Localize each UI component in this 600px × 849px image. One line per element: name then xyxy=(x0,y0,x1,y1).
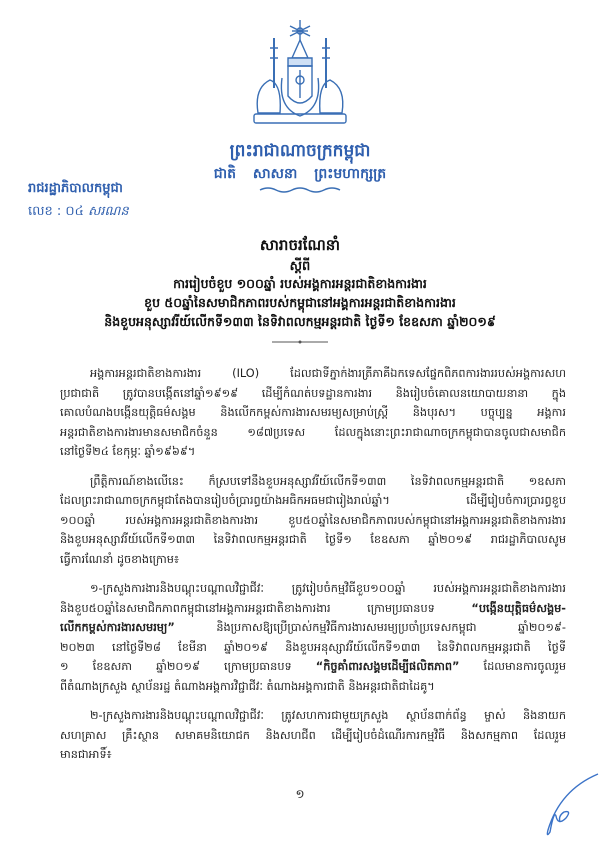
text-segment: និងខួប៥០ឆ្នាំនៃសមាជិកភាពកម្ពុជានៅអង្គការអន្តរជាតិខាងការងារ ក្រោមប្រធានបទ xyxy=(60,601,472,615)
subject-line: ខួប ៥០ឆ្នាំនៃសមាជិកភាពរបស់កម្ពុជានៅអង្គការអន្តរជាតិខាងការងារ xyxy=(144,295,456,310)
kingdom-name: ព្រះរាជាណាចក្រកម្ពុជា xyxy=(229,141,371,161)
lion-right xyxy=(320,80,343,113)
text-line xyxy=(60,530,566,550)
text-line xyxy=(60,491,566,511)
text-line xyxy=(60,550,566,570)
subject-line: និងខួបអនុស្សាវរីយ៍លើកទី១៣៣ នៃទិវាពលកម្មអន្តរជាតិ ថ្ងៃទី១ ខែឧសភា ឆ្នាំ២០១៩ xyxy=(104,314,496,329)
text-line xyxy=(60,472,566,492)
text-line xyxy=(60,638,566,658)
text-line xyxy=(60,364,566,384)
paragraph xyxy=(60,579,566,696)
text-line xyxy=(60,745,566,765)
subject-line: ការរៀបចំខួប ១០០ឆ្នាំ របស់អង្គការអន្តរជាតិខាងការងារ xyxy=(173,276,427,291)
text-segment: និងខួបអនុស្សាវរីយ៍លើកទី១៣៣ នៃទិវាពលកម្មអន្តរជាតិ ថ្ងៃទី១ ខែឧសភា ឆ្នាំ២០១៩ រាជរដ្ឋាភិបាលសូម xyxy=(60,533,566,546)
about-label: ស្តីពី xyxy=(289,259,311,274)
bold-theme-text: “បង្កើនយុត្តិធម៌សង្គម- xyxy=(471,601,566,615)
paragraph xyxy=(60,364,566,462)
text-segment: អង្គការអន្តរជាតិខាងការងារ (ILO) ដែលជាទីភ្នាក់ងារត្រីភាគីឯកទេសផ្នែកពិភពការងាររបស់អង្គការសហ xyxy=(90,367,566,380)
document-type: សារាចរណែនាំ xyxy=(259,236,341,254)
text-segment: មានជាអាទិ៍៖ xyxy=(60,748,112,761)
text-line xyxy=(60,403,566,423)
document-body xyxy=(60,364,566,775)
text-line xyxy=(60,657,566,677)
text-line xyxy=(60,618,566,638)
signature-initials xyxy=(520,770,600,840)
text-segment: អន្តរជាតិខាងការងារមានសមាជិកចំនួន ១៨៧ប្រទេស ដែលក្នុងនោះព្រះរាជាណាចក្រកម្ពុជាបានចូលជាសមាជិក xyxy=(60,425,566,439)
issuing-government: រាជរដ្ឋាភិបាលកម្ពុជា xyxy=(28,181,123,196)
lion-left xyxy=(257,80,280,113)
text-segment: ១-ក្រសួងការងារនិងបណ្តុះបណ្តាលវិជ្ជាជីវៈ ត្រូវរៀបចំកម្មវិធីខួប១០០ឆ្នាំ របស់អង្គការអន្តរជាតិខាងការងារ xyxy=(90,582,566,595)
text-line xyxy=(60,677,566,697)
national-motto: ជាតិ សាសនា ព្រះមហាក្សត្រ xyxy=(213,166,387,182)
text-segment: នៅថ្ងៃទី២៤ ខែកុម្ភៈ ឆ្នាំ១៩៦៩។ xyxy=(60,445,196,458)
bold-theme-text: “កិច្ចគាំពារសង្គមដើម្បីផលិតភាព” xyxy=(315,660,460,673)
text-segment: សហគ្រាស គ្រឹះស្ថាន សមាគមនិយោជក និងសហជីព ដើម្បីរៀបចំដំណើរការកម្មវិធី និងសកម្មភាព ដែលរួម xyxy=(60,728,566,742)
text-segment: ១០០ឆ្នាំ របស់អង្គការអន្តរជាតិខាងការងារ ខួប៥០ឆ្នាំនៃសមាជិកភាពរបស់កម្ពុជានៅអង្គការអន្តរជាតិខាងការងារ xyxy=(60,513,566,527)
text-line xyxy=(60,726,566,746)
page-number: ១ xyxy=(295,787,305,801)
text-line xyxy=(60,511,566,531)
text-line xyxy=(60,423,566,443)
bold-theme-text: លើកកម្ពស់ការងារសមរម្យ” xyxy=(60,621,175,634)
title-divider xyxy=(272,340,328,344)
text-line xyxy=(60,442,566,462)
text-line xyxy=(60,706,566,726)
emblem-rays xyxy=(290,20,310,40)
text-segment: ២-ក្រសួងការងារនិងបណ្តុះបណ្តាលវិជ្ជាជីវៈ ត្រូវសហការជាមួយក្រសួង ស្ថាប័នពាក់ព័ន្ធ ម្ចាស់ និងនាយក xyxy=(90,709,566,722)
text-line xyxy=(60,599,566,619)
text-segment: ពីតំណាងក្រសួង ស្ថាប័នរដ្ឋ តំណាងអង្គការវិជ្ជាជីវៈ តំណាងអង្គការជាតិ និងអន្តរជាតិជាដៃគូ។ xyxy=(60,679,435,693)
text-segment: ធ្វើការណែនាំ ដូចខាងក្រោម៖ xyxy=(60,552,179,566)
ornament-divider xyxy=(258,186,342,194)
paragraph xyxy=(60,472,566,570)
ref-label: លេខ : xyxy=(28,204,62,219)
text-segment: ប្រជាជាតិ ត្រូវបានបង្កើតនៅឆ្នាំ១៩១៩ ដើម្បីកំណត់បទដ្ឋានការងារ និងរៀបចំគោលនយោបាយនានា ក្នុង xyxy=(60,386,566,400)
royal-emblem xyxy=(248,18,352,130)
text-segment: ព្រឹត្តិការណ៍ខាងលើនេះ ក៏ស្របទៅនឹងខួបអនុស្សាវរីយ៍លើកទី១៣៣ នៃទិវាពលកម្មអន្តរជាតិ ១ឧសភា xyxy=(90,474,566,488)
text-segment: គោលបំណងបង្កើនយុត្តិធម៌សង្គម និងលើកកម្ពស់ការងារសមរម្យសម្រាប់ស្ត្រី និងបុរស។ បច្ចុប្បន្ន អង្គការ xyxy=(60,406,566,419)
text-segment: ២០២៣ នៅថ្ងៃទី២៨ ខែមីនា ឆ្នាំ២០១៩ និងខួបអនុស្សាវរីយ៍លើកទី១៣៣ នៃទិវាពលកម្មអន្តរជាតិ ថ្ងៃទី xyxy=(60,640,566,654)
paragraph xyxy=(60,706,566,765)
crown xyxy=(292,40,308,58)
ref-number: ០៤ xyxy=(65,204,84,219)
text-line xyxy=(60,384,566,404)
text-segment: និងប្រកាសឱ្យប្រើប្រាស់កម្មវិធីការងារសមរម្យប្រចាំប្រទេសកម្ពុជា ឆ្នាំ២០១៩- xyxy=(174,621,566,634)
text-segment: ដែលមានការចូលរួម xyxy=(459,660,566,673)
ref-suffix: សរណន xyxy=(87,204,129,219)
reference-number xyxy=(28,203,129,222)
text-segment: ១ ខែឧសភា ឆ្នាំ២០១៩ ក្រោមប្រធានបទ xyxy=(60,660,316,673)
text-line xyxy=(60,579,566,599)
text-segment: ដែលព្រះរាជាណាចក្រកម្ពុជាតែងបានរៀបចំប្រារព្ធយ៉ាងអធិកអធមជារៀងរាល់ឆ្នាំ។ ដើម្បីរៀបចំការប្រារព្ធខួប xyxy=(60,494,566,507)
